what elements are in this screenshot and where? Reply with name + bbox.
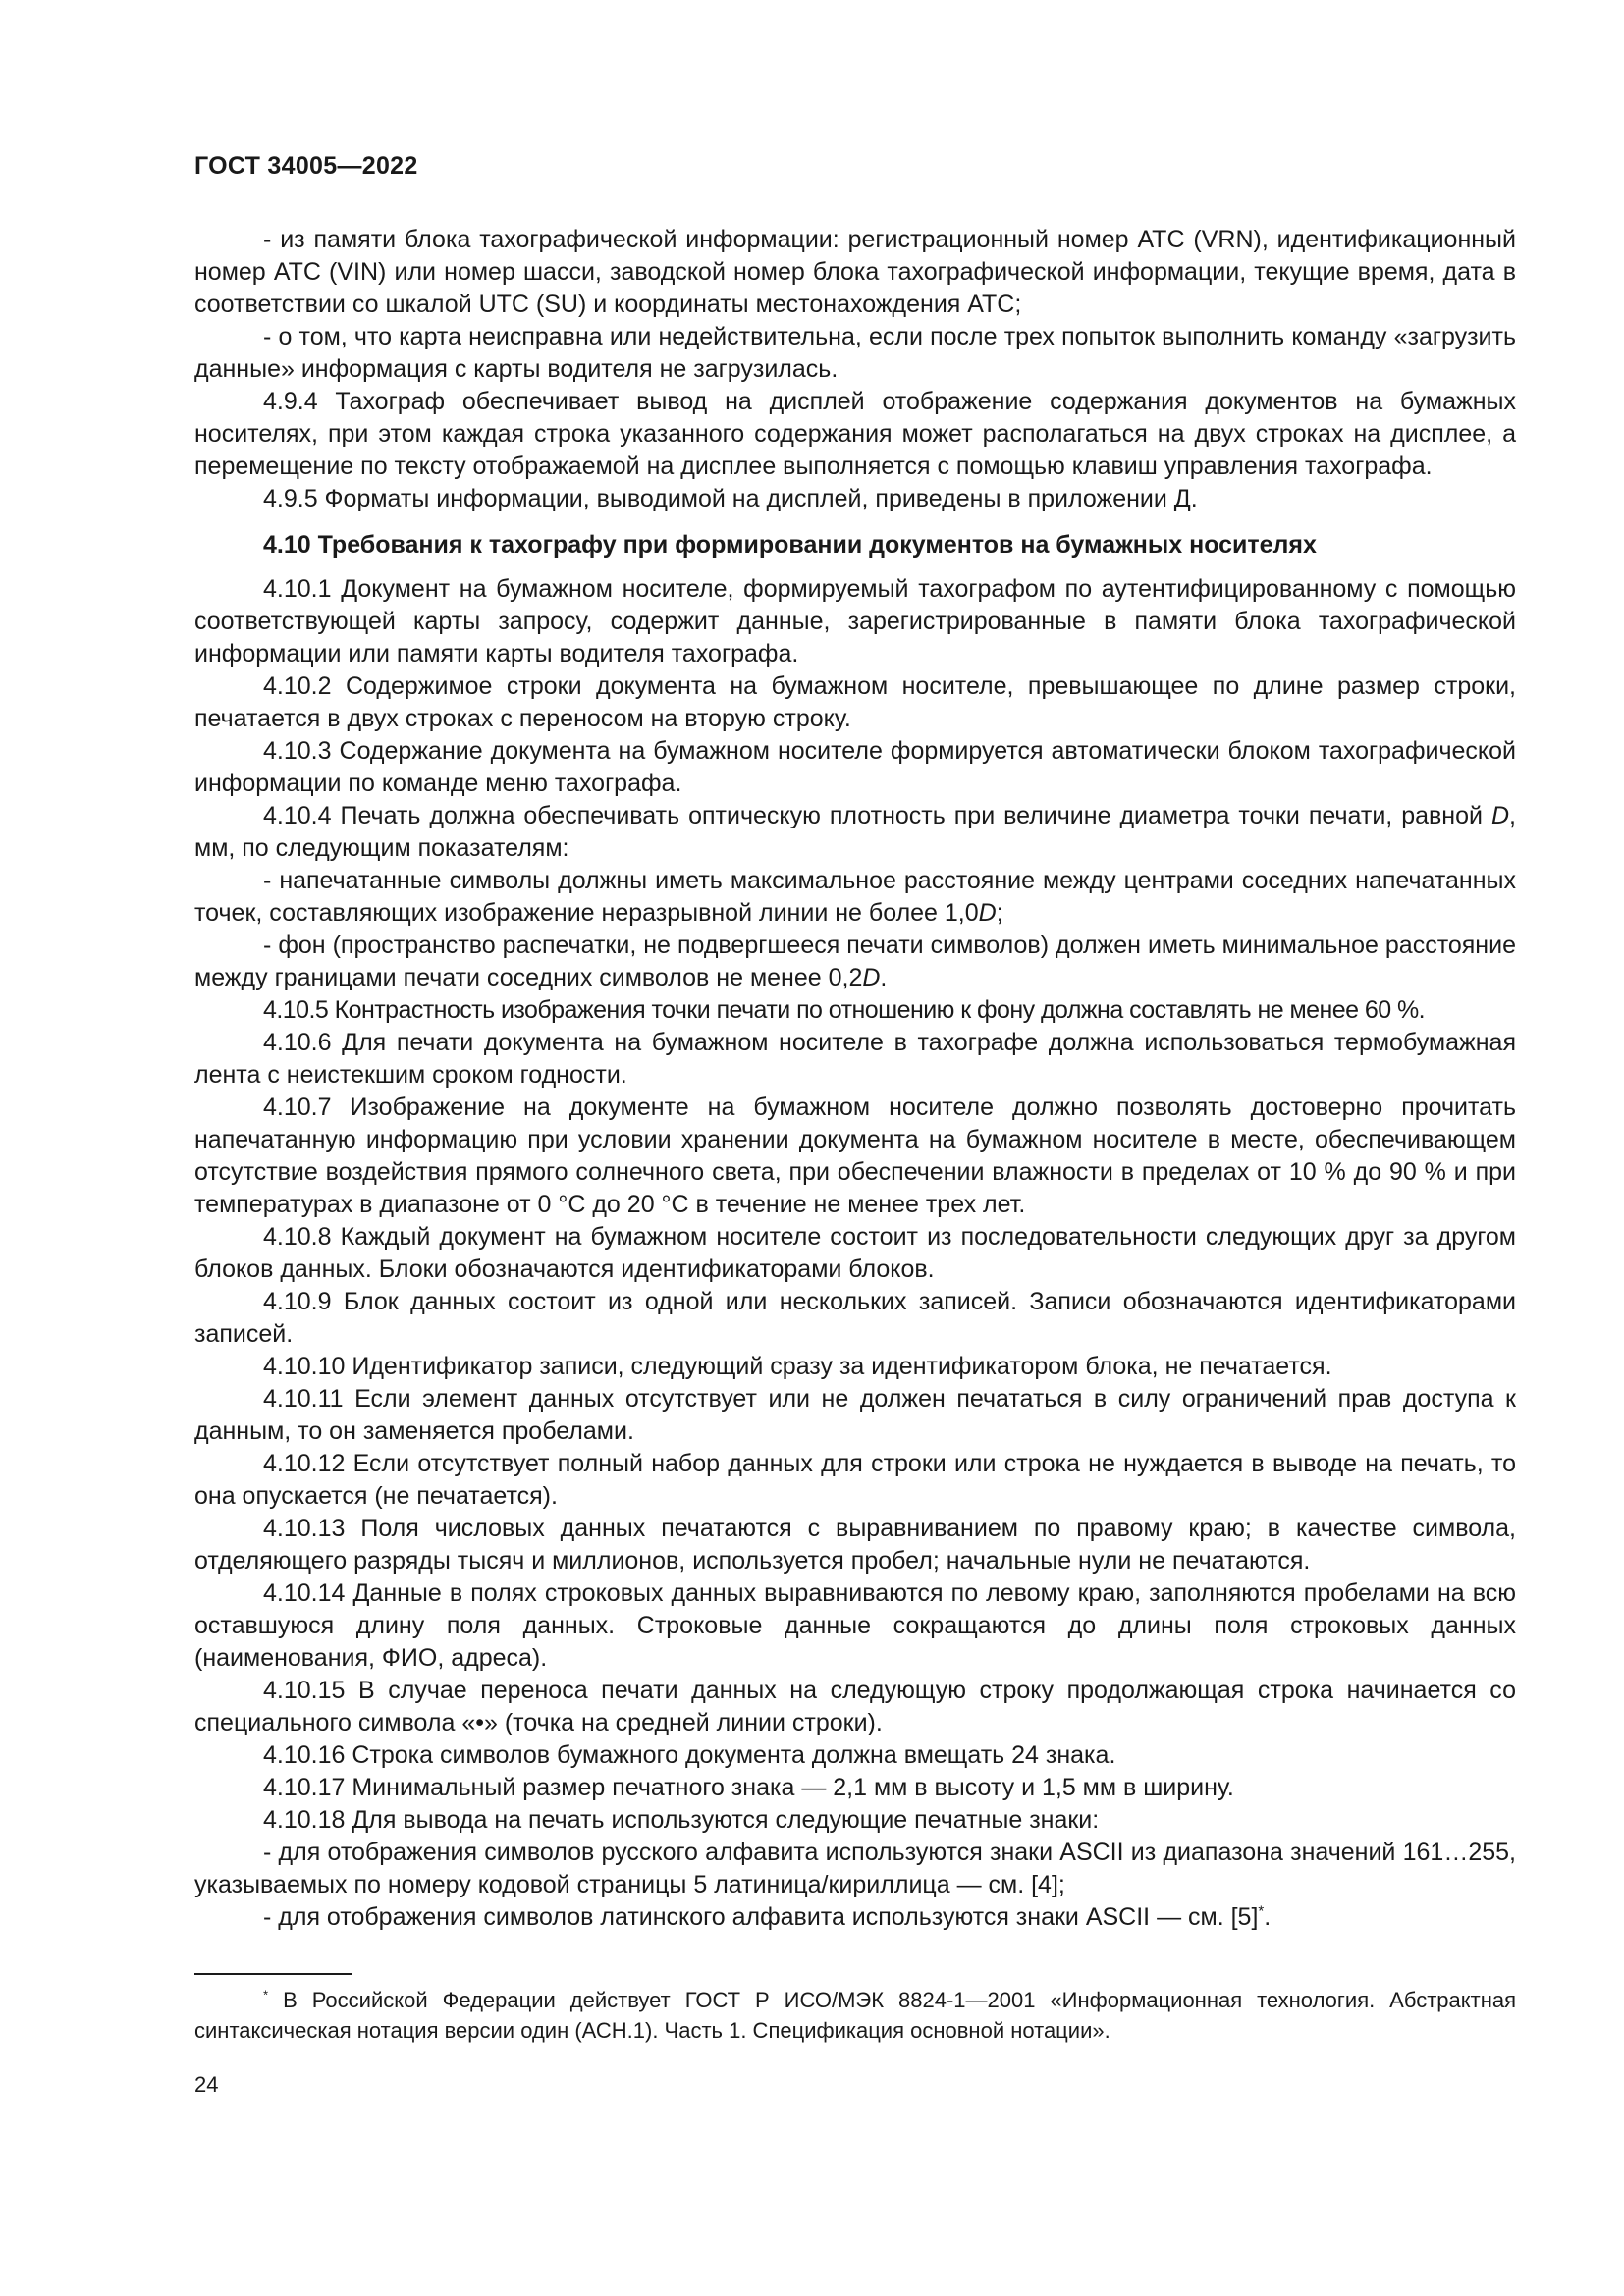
text-run: - для отображения символов латинского алфавита используются знаки ASCII — см. [5] (263, 1903, 1259, 1931)
paragraph: 4.10.3 Содержание документа на бумажном носителе формируется автоматически блоком тахографической информации по команде меню тахографа. (194, 737, 1516, 797)
paragraph: 4.10.18 Для вывода на печать используются следующие печатные знаки: (263, 1806, 1100, 1834)
text-run: - напечатанные символы должны иметь максимальное расстояние между центрами соседних напечатанных точек, составляющих изображение неразрывной линии не более 1,0 (194, 867, 1516, 927)
text-run: . (880, 964, 888, 991)
variable-d: D (1490, 802, 1510, 829)
variable-d: D (862, 964, 881, 991)
paragraph: 4.10.10 Идентификатор записи, следующий сразу за идентификатором блока, не печатается. (263, 1353, 1332, 1380)
paragraph: 4.10.5 Контрастность изображения точки печати по отношению к фону должна составлять не менее 60 %. (263, 996, 1426, 1024)
footnote (194, 1985, 1516, 2046)
variable-d: D (978, 899, 997, 927)
paragraph (194, 930, 1516, 994)
page-number: 24 (194, 2072, 219, 2097)
footnote-ref[interactable]: * (1258, 1902, 1265, 1920)
paragraph: 4.10.6 Для печати документа на бумажном носителе в тахографе должна использоваться термобумажная лента с неистекшим сроком годности. (194, 1029, 1516, 1089)
text-run: , мм, по следующим показателям: (194, 802, 1516, 862)
footnote-divider (194, 1973, 352, 1975)
paragraph: 4.9.5 Форматы информации, выводимой на дисплей, приведены в приложении Д. (263, 485, 1198, 512)
paragraph: 4.10.14 Данные в полях строковых данных выравниваются по левому краю, заполняются пробелами на всю оставшуюся длину поля данных. Строковые данные сокращаются до длины поля строковых данных (наименования, ФИО, адреса). (194, 1579, 1516, 1672)
paragraph: 4.10.11 Если элемент данных отсутствует или не должен печататься в силу ограничений прав доступа к данным, то он заменяется пробелами. (194, 1385, 1516, 1445)
paragraph: 4.10.15 В случае переноса печати данных на следующую строку продолжающая строка начинается со специального символа «•» (точка на средней линии строки). (194, 1677, 1516, 1736)
text-run: 4.10.4 Печать должна обеспечивать оптическую плотность при величине диаметра точки печати, равной (263, 802, 1491, 829)
paragraph: 4.10.7 Изображение на документе на бумажном носителе должно позволять достоверно прочитать напечатанную информацию при условии хранении документа на бумажном носителе в месте, обеспечивающем отсутствие воздействия прямого солнечного света, при обеспечении влажности в пределах от 10 % до 90 % и при температурах в диапазоне от 0 °С до 20 °С в течение не менее трех лет. (194, 1094, 1516, 1218)
paragraph: - из памяти блока тахографической информации: регистрационный номер АТС (VRN), идентификационный номер АТС (VIN) или номер шасси, заводской номер блока тахографической информации, текущие время, дата в соответствии со шкалой UTC (SU) и координаты местонахождения АТС; (194, 226, 1516, 318)
text-run: . (1264, 1903, 1272, 1931)
document-header: ГОСТ 34005—2022 (194, 152, 418, 180)
paragraph: 4.9.4 Тахограф обеспечивает вывод на дисплей отображение содержания документов на бумажных носителях, при этом каждая строка указанного содержания может располагаться на двух строках на дисплее, а перемещение по тексту отображаемой на дисплее выполняется с помощью клавиш управления тахографа. (194, 388, 1516, 480)
text-run: ; (996, 899, 1003, 927)
paragraph: - о том, что карта неисправна или недействительна, если после трех попыток выполнить команду «загрузить данные» информация с карты водителя не загрузилась. (194, 323, 1516, 383)
text-run: - фон (пространство распечатки, не подвергшееся печати символов) должен иметь минимальное расстояние между границами печати соседних символов не менее 0,2 (194, 932, 1516, 991)
paragraph: 4.10.16 Строка символов бумажного документа должна вмещать 24 знака. (263, 1741, 1116, 1769)
paragraph (194, 1901, 1516, 1934)
paragraph: 4.10.2 Содержимое строки документа на бумажном носителе, превышающее по длине размер строки, печатается в двух строках с переносом на вторую строку. (194, 672, 1516, 732)
document-body (194, 224, 1516, 1934)
paragraph: 4.10.12 Если отсутствует полный набор данных для строки или строка не нуждается в выводе на печать, то она опускается (не печатается). (194, 1450, 1516, 1510)
footnote-mark: * (263, 1987, 269, 2002)
paragraph: 4.10.8 Каждый документ на бумажном носителе состоит из последовательности следующих друг за другом блоков данных. Блоки обозначаются идентификаторами блоков. (194, 1223, 1516, 1283)
footnote-text: В Российской Федерации действует ГОСТ Р ИСО/МЭК 8824-1—2001 «Информационная технология. Абстрактная синтаксическая нотация версии один (АСН.1). Часть 1. Спецификация основной нотации». (194, 1988, 1516, 2043)
paragraph: 4.10.9 Блок данных состоит из одной или нескольких записей. Записи обозначаются идентификаторами записей. (194, 1288, 1516, 1348)
paragraph: 4.10.1 Документ на бумажном носителе, формируемый тахографом по аутентифицированному с помощью соответствующей карты запросу, содержит данные, зарегистрированные в памяти блока тахографической информации или памяти карты водителя тахографа. (194, 575, 1516, 667)
paragraph: 4.10.13 Поля числовых данных печатаются с выравниванием по правому краю; в качестве символа, отделяющего разряды тысяч и миллионов, используется пробел; начальные нули не печатаются. (194, 1515, 1516, 1575)
paragraph (194, 800, 1516, 865)
section-heading: 4.10 Требования к тахографу при формировании документов на бумажных носителях (263, 531, 1317, 559)
paragraph (194, 865, 1516, 930)
paragraph: 4.10.17 Минимальный размер печатного знака — 2,1 мм в высоту и 1,5 мм в ширину. (263, 1774, 1234, 1801)
paragraph: - для отображения символов русского алфавита используются знаки ASCII из диапазона значений 161…255, указываемых по номеру кодовой страницы 5 латиница/кириллица — см. [4]; (194, 1839, 1516, 1898)
